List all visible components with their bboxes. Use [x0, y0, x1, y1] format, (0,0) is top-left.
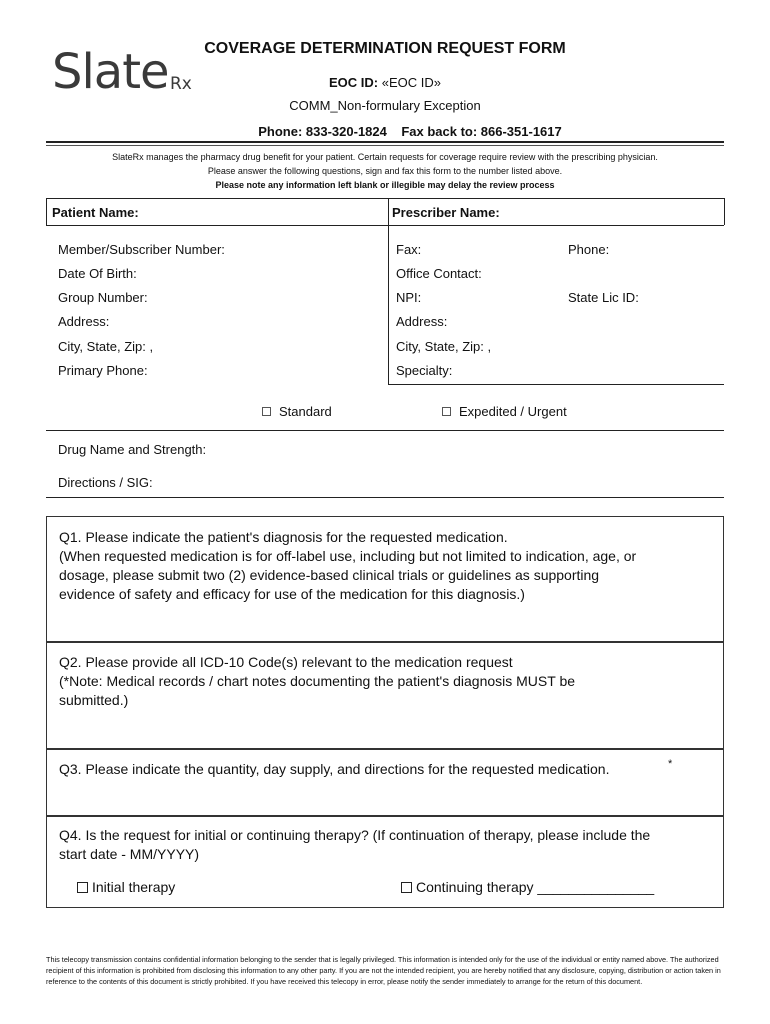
prescriber-bottom-rule [388, 384, 724, 385]
group-number-label: Group Number: [58, 290, 148, 305]
column-divider [388, 198, 389, 384]
phone-fax-line: Phone: 833-320-1824 Fax back to: 866-351-1617 [258, 124, 562, 139]
prescriber-city-label: City, State, Zip: , [396, 339, 492, 354]
confidentiality-notice: This telecopy transmission contains confidential information belonging to the sender that is legally privileged. This information is intended only for the use of the individual or entity named above. The authorized recipient of this information is prohibited from disclosing this information to any other party. If you are not the intended recipient, you are hereby notified that any disclosure, copying, distribution or action taken in reference to the contents of this document is strictly prohibited. If you have received this telecopy in error, please notify the sender immediately to arrange for the return of this document. [46, 955, 721, 986]
header-divider [46, 141, 724, 143]
eoc-id [200, 75, 570, 90]
form-title: COVERAGE DETERMINATION REQUEST FORM [204, 40, 566, 57]
initial-therapy-label: Initial therapy [92, 879, 176, 895]
eoc-label: EOC ID: [329, 75, 379, 90]
initial-therapy-option[interactable] [77, 878, 175, 897]
prescriber-address-label: Address: [396, 314, 448, 329]
prescriber-name-label: Prescriber Name: [392, 205, 500, 220]
form-type: COMM_Non-formulary Exception [289, 98, 481, 113]
name-row-right-border [724, 198, 725, 225]
q1-line-2: (When requested medication is for off-label use, including but not limited to indication, age, or [59, 548, 637, 564]
directions-label: Directions / SIG: [58, 475, 153, 490]
q4-line-2: start date - MM/YYYY) [59, 846, 200, 862]
q2-box [46, 642, 724, 749]
q4-box [46, 816, 724, 908]
q2-line-1: Q2. Please provide all ICD-10 Code(s) relevant to the medication request [59, 654, 513, 670]
eoc-value: «EOC ID» [381, 75, 441, 90]
expedited-option[interactable] [442, 404, 567, 419]
prescriber-phone-label: Phone: [568, 242, 610, 257]
intro-line-3: Please note any information left blank or illegible may delay the review process [215, 180, 555, 190]
expedited-checkbox[interactable] [442, 407, 451, 416]
standard-label: Standard [279, 404, 332, 419]
patient-phone-label: Primary Phone: [58, 363, 148, 378]
specialty-label: Specialty: [396, 363, 453, 378]
q4-line-1: Q4. Is the request for initial or continuing therapy? (If continuation of therapy, please include the [59, 827, 651, 843]
q3-box [46, 749, 724, 816]
q3-text: Q3. Please indicate the quantity, day supply, and directions for the requested medication. [59, 761, 610, 777]
state-license-label: State Lic ID: [568, 290, 639, 305]
patient-name-label: Patient Name: [52, 205, 139, 220]
continuing-therapy-checkbox[interactable] [401, 882, 412, 893]
patient-city-label: City, State, Zip: , [58, 339, 154, 354]
intro-line-1: SlateRx manages the pharmacy drug benefit for your patient. Certain requests for coverage require review with the prescribing physician. [112, 152, 658, 162]
section-top-rule [46, 198, 724, 199]
patient-address-label: Address: [58, 314, 110, 329]
name-row-left-border [46, 198, 47, 225]
expedited-label: Expedited / Urgent [459, 404, 567, 419]
q1-line-4: evidence of safety and efficacy for use of the medication for this diagnosis.) [59, 586, 525, 602]
drug-name-label: Drug Name and Strength: [58, 442, 207, 457]
standard-option[interactable] [262, 404, 332, 419]
name-row-rule [46, 225, 724, 226]
q2-line-3: submitted.) [59, 692, 129, 708]
office-contact-label: Office Contact: [396, 266, 482, 281]
q2-line-2: (*Note: Medical records / chart notes documenting the patient's diagnosis MUST be [59, 673, 576, 689]
header-divider-thin [46, 145, 724, 146]
priority-rule [46, 430, 724, 431]
intro-line-2: Please answer the following questions, sign and fax this form to the number listed above. [207, 166, 563, 176]
q3-required-mark: * [668, 758, 673, 770]
continuing-therapy-label: Continuing therapy _______________ [416, 879, 655, 895]
q1-box [46, 516, 724, 642]
member-number-label: Member/Subscriber Number: [58, 242, 225, 257]
continuing-therapy-option[interactable] [401, 878, 654, 897]
q1-line-1: Q1. Please indicate the patient's diagnosis for the requested medication. [59, 529, 508, 545]
drug-rule [46, 497, 724, 498]
slate-logo: Slate [52, 44, 169, 100]
prescriber-fax-label: Fax: [396, 242, 422, 257]
slate-logo-rx: Rx [170, 74, 192, 94]
standard-checkbox[interactable] [262, 407, 271, 416]
initial-therapy-checkbox[interactable] [77, 882, 88, 893]
dob-label: Date Of Birth: [58, 266, 137, 281]
npi-label: NPI: [396, 290, 422, 305]
q1-line-3: dosage, please submit two (2) evidence-based clinical trials or guidelines as supporting [59, 567, 600, 583]
